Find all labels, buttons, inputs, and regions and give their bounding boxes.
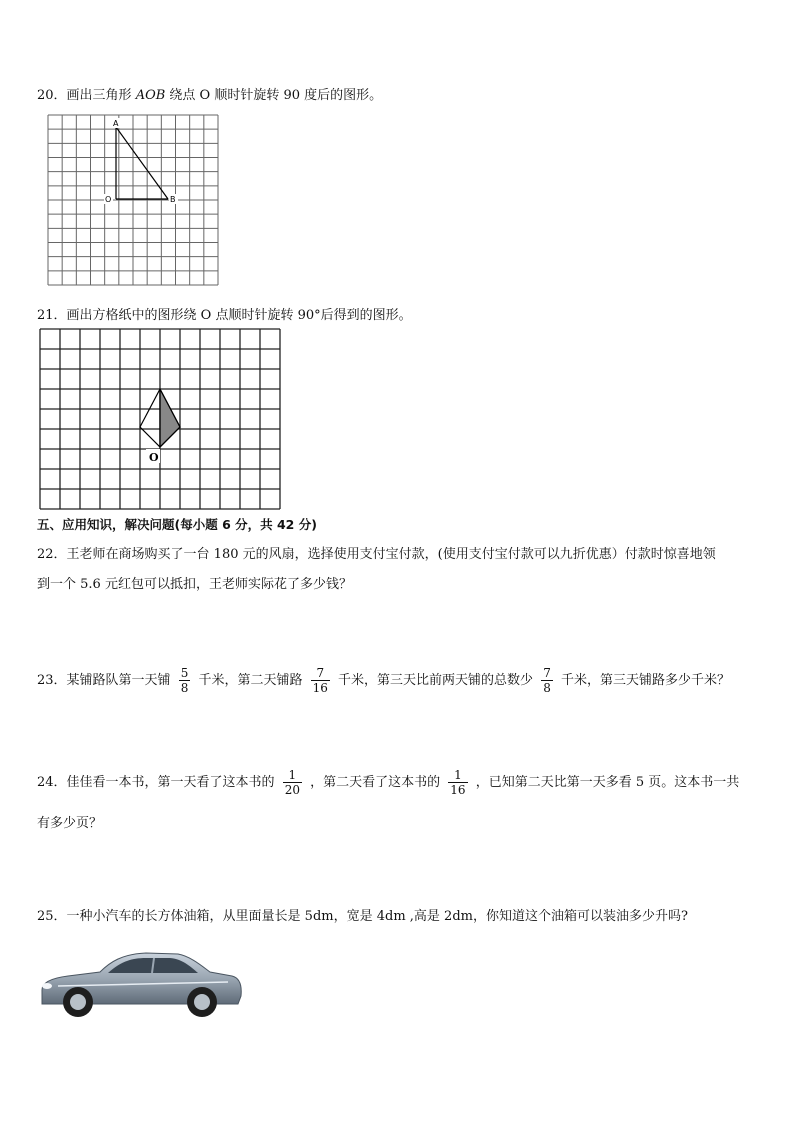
q20-triangle-name: AOB [135,88,166,103]
q23-fraction-3: $\frac{7}{8}$ [543,666,551,695]
q20-label-o: O [105,195,112,204]
q20-text [37,84,382,103]
q24-line2: 有多少页？ [37,816,103,831]
q20-grid-figure [46,113,220,287]
q20-label-a: A [113,119,119,128]
car-image [38,946,244,1022]
q23-part3: 千米，第三天比前两天铺的总数少 [338,673,534,688]
q24-text [37,768,739,797]
q20-prefix: 20．画出三角形 [37,88,136,103]
q23-part1: 23．某铺路队第一天铺 [37,673,171,688]
q21-label-o: O [149,451,159,464]
q24-part2: ，第二天看了这本书的 [310,775,441,790]
q22-line1: 22．王老师在商场购买了一台 180 元的风扇，选择使用支付宝付款，(使用支付宝付款可以九折优惠）付款时惊喜地领 [37,547,716,562]
q24-part3: ，已知第二天比第一天多看 5 页。这本书一共 [475,775,740,790]
q21-text: 21．画出方格纸中的图形绕 O 点顺时针旋转 90°后得到的图形。 [37,308,412,323]
q20-suffix: 绕点 O 顺时针旋转 90 度后的图形。 [165,88,383,103]
q23-fraction-2: $\frac{7}{16}$ [312,666,328,695]
q24-fraction-2: $\frac{1}{16}$ [450,768,466,797]
q21-kite-shaded-half [160,389,180,447]
q24-fraction-1: $\frac{1}{20}$ [284,768,300,797]
q23-part2: 千米，第二天铺路 [198,673,303,688]
q20-label-b: B [170,195,176,204]
q23-text [37,666,730,695]
q22-line2: 到一个 5.6 元红包可以抵扣，王老师实际花了多少钱？ [37,577,352,592]
q21-grid-figure [38,327,282,511]
q24-part1: 24．佳佳看一本书，第一天看了这本书的 [37,775,275,790]
q23-part4: 千米，第三天铺路多少千米？ [560,673,730,688]
section5-heading: 五、应用知识，解决问题(每小题 6 分，共 42 分) [37,517,317,532]
q23-fraction-1: $\frac{5}{8}$ [180,666,189,695]
q25-text: 25．一种小汽车的长方体油箱，从里面量长是 5dm，宽是 4dm ,高是 2dm，你知道这个油箱可以装油多少升吗? [37,909,688,924]
q20-segment-ab [116,127,168,199]
